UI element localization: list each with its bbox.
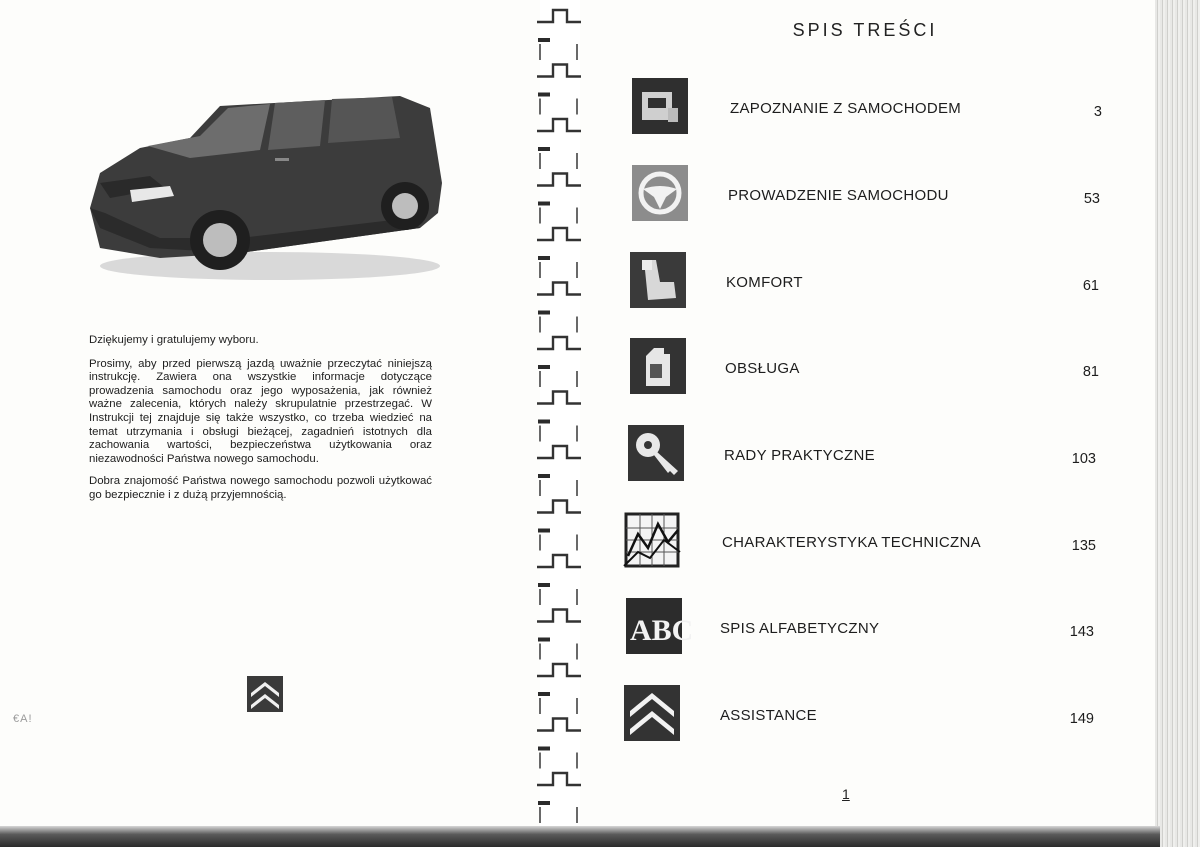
toc-page-number: 53 xyxy=(1083,191,1100,207)
toc-row[interactable] xyxy=(0,252,1200,312)
citroen-chevron-icon xyxy=(624,685,680,741)
toc-label: KOMFORT xyxy=(726,274,803,291)
toc-label: RADY PRAKTYCZNE xyxy=(724,447,875,464)
toc-page-number: 61 xyxy=(1082,278,1099,294)
toc-title: SPIS TREŚCI xyxy=(792,20,938,40)
toc-page-number: 143 xyxy=(1069,624,1094,640)
intro-paragraph: Dobra znajomość Państwa nowego samochodu pozwoli użytkować go bezpiecznie i z dużą przyjemnością. xyxy=(89,475,432,501)
seat-icon xyxy=(630,252,686,308)
toc-row[interactable] xyxy=(0,512,1200,572)
corner-mark: €A! xyxy=(13,713,33,725)
toc-page-number: 81 xyxy=(1082,364,1099,380)
toc-label: SPIS ALFABETYCZNY xyxy=(720,620,880,637)
intro-paragraph: Prosimy, aby przed pierwszą jazdą uważnie przeczytać niniejszą instrukcję. Zawiera ona wszystkie informacje dotyczące prowadzenia samochodu oraz jego wyposażenia, jak również ważne zalecenia, których należy skrupulatnie przestrzegać. W Instrukcji tej znajduje się także wszystko, co trzeba wiedzieć na temat utrzymania i obsługi bieżącej, zagadnień istotnych dla zachowania wartości, bezpieczeństwa użytkowania oraz niezawodności Państwa nowego samochodu. xyxy=(89,357,432,465)
toc-page-number: 3 xyxy=(1093,104,1102,120)
toc-label: PROWADZENIE SAMOCHODU xyxy=(728,187,949,204)
intro-heading: Dziękujemy i gratulujemy wyboru. xyxy=(89,334,259,346)
car-interior-icon xyxy=(632,78,688,134)
key-icon xyxy=(628,425,684,481)
svg-text:ABC: ABC xyxy=(630,614,694,647)
toc-row[interactable] xyxy=(0,598,1200,658)
steering-wheel-icon xyxy=(632,165,688,221)
toc-label: ZAPOZNANIE Z SAMOCHODEM xyxy=(730,100,962,117)
toc-row[interactable] xyxy=(0,685,1200,745)
toc-page-number: 149 xyxy=(1069,711,1094,727)
page-number: 1 xyxy=(842,786,850,802)
oil-can-icon xyxy=(630,338,686,394)
toc-label: OBSŁUGA xyxy=(725,360,800,377)
toc-label: ASSISTANCE xyxy=(720,707,817,724)
abc-icon xyxy=(626,598,694,654)
toc-row[interactable] xyxy=(0,425,1200,485)
toc-row[interactable] xyxy=(0,78,1200,138)
toc-row[interactable] xyxy=(0,338,1200,398)
toc-label: CHARAKTERYSTYKA TECHNICZNA xyxy=(722,534,981,551)
toc-page-number: 103 xyxy=(1071,451,1096,467)
toc-row[interactable] xyxy=(0,165,1200,225)
toc-page-number: 135 xyxy=(1071,538,1096,554)
chart-grid-icon xyxy=(624,512,680,568)
